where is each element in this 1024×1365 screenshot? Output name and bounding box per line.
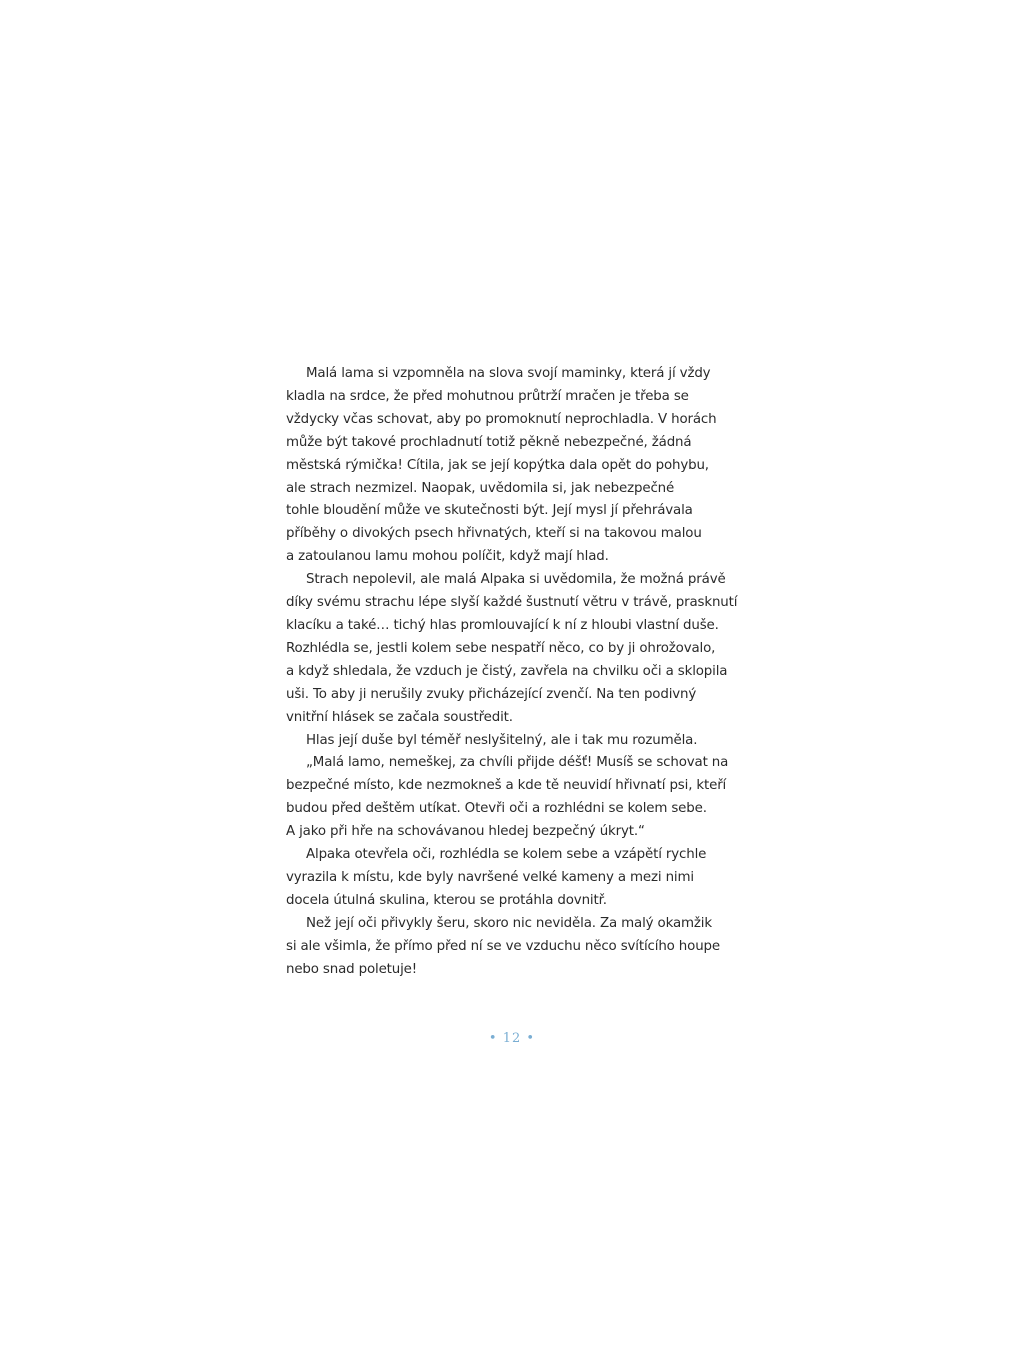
text-line: příběhy o divokých psech hřivnatých, kteří si na takovou malou bbox=[286, 526, 702, 542]
text-line: Malá lama si vzpomněla na slova svojí maminky, která jí vždy bbox=[306, 366, 711, 381]
text-line: Alpaka otevřela oči, rozhlédla se kolem sebe a vzápětí rychle bbox=[306, 847, 707, 863]
paragraph-5 bbox=[286, 844, 738, 913]
paragraph-2 bbox=[286, 569, 738, 729]
paragraph-4 bbox=[286, 752, 738, 844]
text-line: Hlas její duše byl téměř neslyšitelný, ale i tak mu rozuměla. bbox=[306, 732, 698, 748]
page-number: • 12 • bbox=[488, 1031, 536, 1046]
body-text bbox=[286, 363, 738, 981]
text-line: docela útulná skulina, kterou se protáhla dovnitř. bbox=[286, 892, 607, 908]
text-line: budou před deštěm utíkat. Otevři oči a rozhlédni se kolem sebe. bbox=[286, 801, 707, 817]
text-line: díky svému strachu lépe slyší každé šustnutí větru v trávě, prasknutí bbox=[286, 595, 738, 611]
text-line: bezpečné místo, kde nezmokneš a kde tě neuvidí hřivnatí psi, kteří bbox=[286, 778, 727, 794]
text-line: vyrazila k místu, kde byly navršené velké kameny a mezi nimi bbox=[286, 869, 694, 885]
text-line: a když shledala, že vzduch je čistý, zavřela na chvilku oči a sklopila bbox=[286, 663, 728, 679]
text-line: vždycky včas schovat, aby po promoknutí neprochladla. V horách bbox=[286, 411, 717, 427]
text-line: Strach nepolevil, ale malá Alpaka si uvědomila, že možná právě bbox=[306, 572, 726, 588]
text-line: a zatoulanou lamu mohou políčit, když mají hlad. bbox=[286, 549, 609, 565]
paragraph-6 bbox=[286, 913, 738, 982]
paragraph-1 bbox=[286, 363, 738, 569]
text-line: kladla na srdce, že před mohutnou průtrží mračen je třeba se bbox=[286, 388, 689, 404]
text-line: A jako při hře na schovávanou hledej bezpečný úkryt.“ bbox=[286, 824, 645, 840]
text-line: Rozhlédla se, jestli kolem sebe nespatří něco, co by ji ohrožovalo, bbox=[286, 640, 716, 656]
text-line: uši. To aby ji nerušily zvuky přicházející zvenčí. Na ten podivný bbox=[286, 686, 697, 702]
text-line: městská rýmička! Cítila, jak se její kopýtka dala opět do pohybu, bbox=[286, 457, 709, 473]
text-line: může být takové prochladnutí totiž pěkně nebezpečné, žádná bbox=[286, 434, 692, 450]
text-line: nebo snad poletuje! bbox=[286, 961, 417, 977]
text-line: klacíku a také… tichý hlas promlouvající k ní z hloubi vlastní duše. bbox=[286, 617, 719, 633]
text-line: si ale všimla, že přímo před ní se ve vzduchu něco svítícího houpe bbox=[286, 938, 720, 954]
text-line: ale strach nezmizel. Naopak, uvědomila si, jak nebezpečné bbox=[286, 480, 675, 496]
text-line: „Malá lamo, nemeškej, za chvíli přijde déšť! Musíš se schovat na bbox=[306, 755, 729, 771]
paragraph-3 bbox=[286, 730, 738, 753]
text-line: vnitřní hlásek se začala soustředit. bbox=[286, 709, 513, 725]
text-line: Než její oči přivykly šeru, skoro nic neviděla. Za malý okamžik bbox=[306, 915, 712, 931]
text-line: tohle bloudění může ve skutečnosti být. Její mysl jí přehrávala bbox=[286, 503, 693, 519]
